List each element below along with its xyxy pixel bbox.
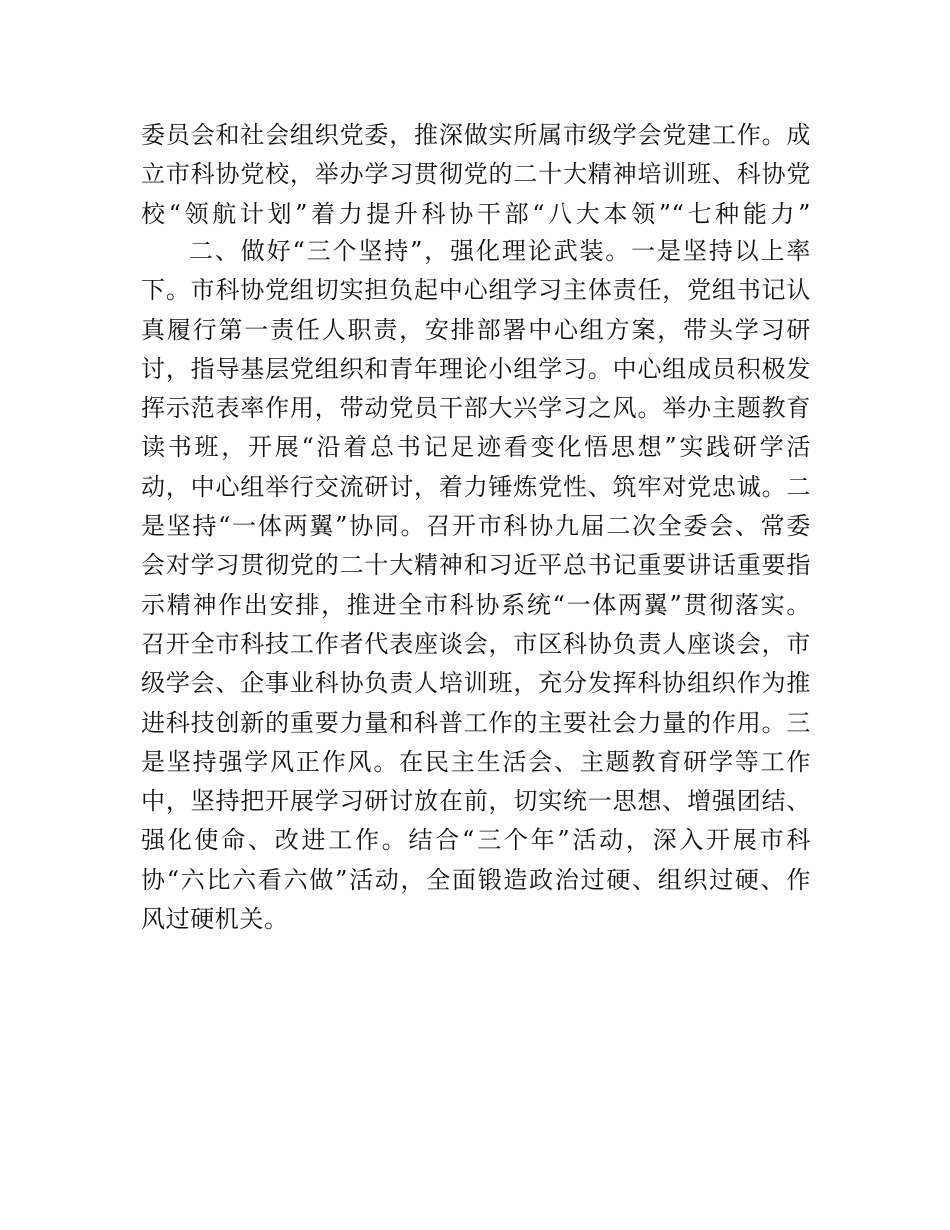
text-line: 协“六比六看六做”活动，全面锻造政治过硬、组织过硬、作	[141, 865, 811, 894]
paragraph-2	[141, 232, 811, 939]
text-line: 真履行第一责任人职责，安排部署中心组方案，带头学习研	[141, 315, 811, 344]
text-line: 校“领航计划”着力提升科协干部“八大本领”“七种能力”	[141, 199, 811, 228]
text-line: 下。市科协党组切实担负起中心组学习主体责任，党组书记认	[141, 276, 811, 305]
text-line: 读书班，开展“沿着总书记足迹看变化悟思想”实践研学活	[141, 433, 811, 462]
text-line: 召开全市科技工作者代表座谈会，市区科协负责人座谈会，市	[141, 629, 811, 658]
text-line: 讨，指导基层党组织和青年理论小组学习。中心组成员积极发	[141, 354, 811, 383]
text-line: 是坚持“一体两翼”协同。召开市科协九届二次全委会、常委	[141, 512, 811, 541]
text-line: 立市科协党校，举办学习贯彻党的二十大精神培训班、科协党	[141, 160, 811, 189]
text-line: 级学会、企事业科协负责人培训班，充分发挥科协组织作为推	[141, 669, 811, 698]
text-line: 示精神作出安排，推进全市科协系统“一体两翼”贯彻落实。	[141, 590, 811, 619]
text-line: 二、做好“三个坚持”，强化理论武装。一是坚持以上率	[189, 237, 811, 265]
text-line: 风过硬机关。	[141, 905, 289, 934]
text-line: 动，中心组举行交流研讨，着力锤炼党性、筑牢对党忠诚。二	[141, 472, 811, 501]
text-line: 委员会和社会组织党委，推深做实所属市级学会党建工作。成	[141, 121, 811, 149]
paragraph-1	[141, 116, 811, 234]
text-line: 是坚持强学风正作风。在民主生活会、主题教育研学等工作	[141, 747, 811, 776]
text-line: 强化使命、改进工作。结合“三个年”活动，深入开展市科	[141, 826, 811, 855]
text-line: 中，坚持把开展学习研讨放在前，切实统一思想、增强团结、	[141, 787, 811, 816]
text-line: 进科技创新的重要力量和科普工作的主要社会力量的作用。三	[141, 708, 811, 737]
text-line: 会对学习贯彻党的二十大精神和习近平总书记重要讲话重要指	[141, 551, 811, 580]
text-line: 挥示范表率作用，带动党员干部大兴学习之风。举办主题教育	[141, 394, 811, 423]
